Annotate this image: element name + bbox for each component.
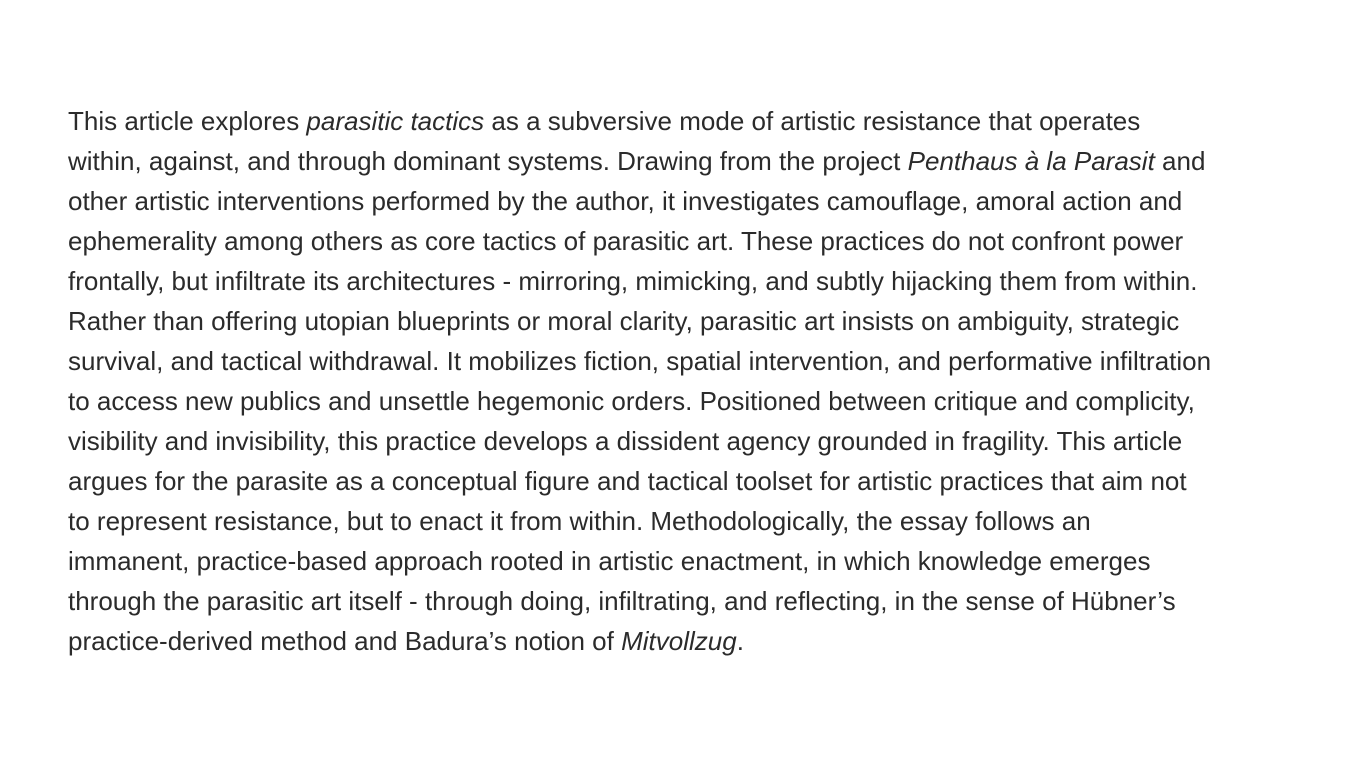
- abstract-paragraph: [68, 101, 1308, 661]
- abstract-line: [68, 501, 1308, 541]
- text-run: .: [736, 626, 744, 656]
- abstract-line: [68, 261, 1308, 301]
- abstract-line: [68, 581, 1308, 621]
- abstract-line: [68, 461, 1308, 501]
- abstract-line: [68, 621, 1308, 661]
- abstract-line: [68, 421, 1308, 461]
- text-run: through the parasitic art itself - through doing, infiltrating, and reflecting, in the sense of Hübner’s: [68, 586, 1176, 616]
- text-run: visibility and invisibility, this practice develops a dissident agency grounded in fragility. This article: [68, 426, 1183, 456]
- abstract-line: [68, 301, 1308, 341]
- abstract-line: [68, 341, 1308, 381]
- text-run: survival, and tactical withdrawal. It mobilizes fiction, spatial intervention, and performative infiltration: [68, 346, 1212, 376]
- abstract-line: [68, 101, 1308, 141]
- text-run: Rather than offering utopian blueprints or moral clarity, parasitic art insists on ambiguity, strategic: [68, 306, 1180, 336]
- text-run: within, against, and through dominant systems. Drawing from the project: [68, 146, 908, 176]
- abstract-line: [68, 541, 1308, 581]
- abstract-line: [68, 221, 1308, 261]
- abstract-line: [68, 181, 1308, 221]
- text-run: argues for the parasite as a conceptual figure and tactical toolset for artistic practices that aim not: [68, 466, 1187, 496]
- italic-project-title: Penthaus à la Parasit: [907, 146, 1155, 176]
- text-run: immanent, practice-based approach rooted in artistic enactment, in which knowledge emerges: [68, 546, 1151, 576]
- text-run: This article explores: [68, 106, 307, 136]
- text-run: as a subversive mode of artistic resistance that operates: [484, 106, 1141, 136]
- text-run: to access new publics and unsettle hegemonic orders. Positioned between critique and complicity,: [68, 386, 1195, 416]
- text-run: to represent resistance, but to enact it from within. Methodologically, the essay follows an: [68, 506, 1091, 536]
- text-run: other artistic interventions performed by the author, it investigates camouflage, amoral action and: [68, 186, 1183, 216]
- italic-term: Mitvollzug: [621, 626, 737, 656]
- abstract-line: [68, 141, 1308, 181]
- text-run: frontally, but infiltrate its architectures - mirroring, mimicking, and subtly hijacking them from within.: [68, 266, 1198, 296]
- text-run: practice-derived method and Badura’s notion of: [68, 626, 622, 656]
- italic-term: parasitic tactics: [306, 106, 485, 136]
- text-run: ephemerality among others as core tactics of parasitic art. These practices do not confront power: [68, 226, 1184, 256]
- text-run: and: [1154, 146, 1206, 176]
- abstract-line: [68, 381, 1308, 421]
